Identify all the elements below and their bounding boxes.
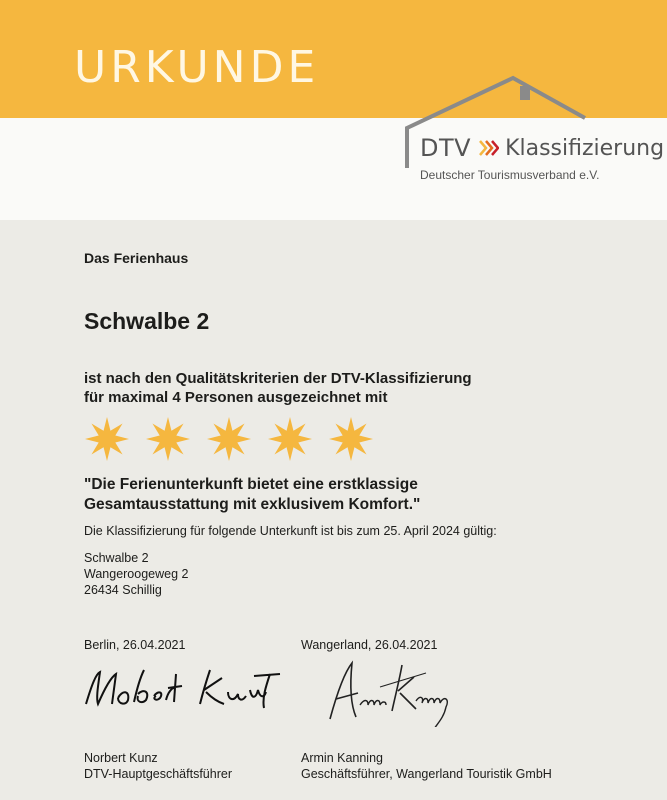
signature-norbert-kunz [82,664,282,714]
property-name: Schwalbe 2 [84,308,210,334]
property-type: Das Ferienhaus [84,250,189,266]
rating-quote [84,475,420,515]
right-place-date: Wangerland, 26.04.2021 [301,638,438,652]
signatory-name: Norbert Kunz [84,751,158,765]
logo-org-text: Deutscher Tourismusverband e.V. [420,168,600,182]
star-icon [267,416,313,462]
address-line: Wangeroogeweg 2 [84,567,189,581]
star-icon [328,416,374,462]
address-line: Schwalbe 2 [84,551,149,565]
star-icon [84,416,130,462]
signatory-title: DTV-Hauptgeschäftsführer [84,767,232,781]
right-signatory [301,750,552,782]
star-rating [84,416,374,462]
logo-dtv-text: DTV [420,134,472,162]
signatory-name: Armin Kanning [301,751,383,765]
signature-armin-kanning [322,657,462,727]
quote-line-1: "Die Ferienunterkunft bietet eine erstklassige [84,476,418,493]
criteria-text [84,369,472,407]
quote-line-2: Gesamtausstattung mit exklusivem Komfort." [84,496,421,513]
validity-text: Die Klassifizierung für folgende Unterkunft ist bis zum 25. April 2024 gültig: [84,524,497,538]
star-icon [145,416,191,462]
logo-klassifizierung-text: Klassifizierung [505,135,665,161]
criteria-line-1: ist nach den Qualitätskriterien der DTV-Klassifizierung [84,370,472,387]
left-signatory [84,750,232,782]
star-icon [206,416,252,462]
property-address [84,550,188,598]
address-line: 26434 Schillig [84,583,162,597]
signatory-title: Geschäftsführer, Wangerland Touristik GmbH [301,767,552,781]
chevron-arrows-icon [477,137,499,159]
left-place-date: Berlin, 26.04.2021 [84,638,186,652]
certificate-title: URKUNDE [74,42,320,93]
dtv-logo [420,134,664,182]
criteria-line-2: für maximal 4 Personen ausgezeichnet mit [84,389,388,406]
